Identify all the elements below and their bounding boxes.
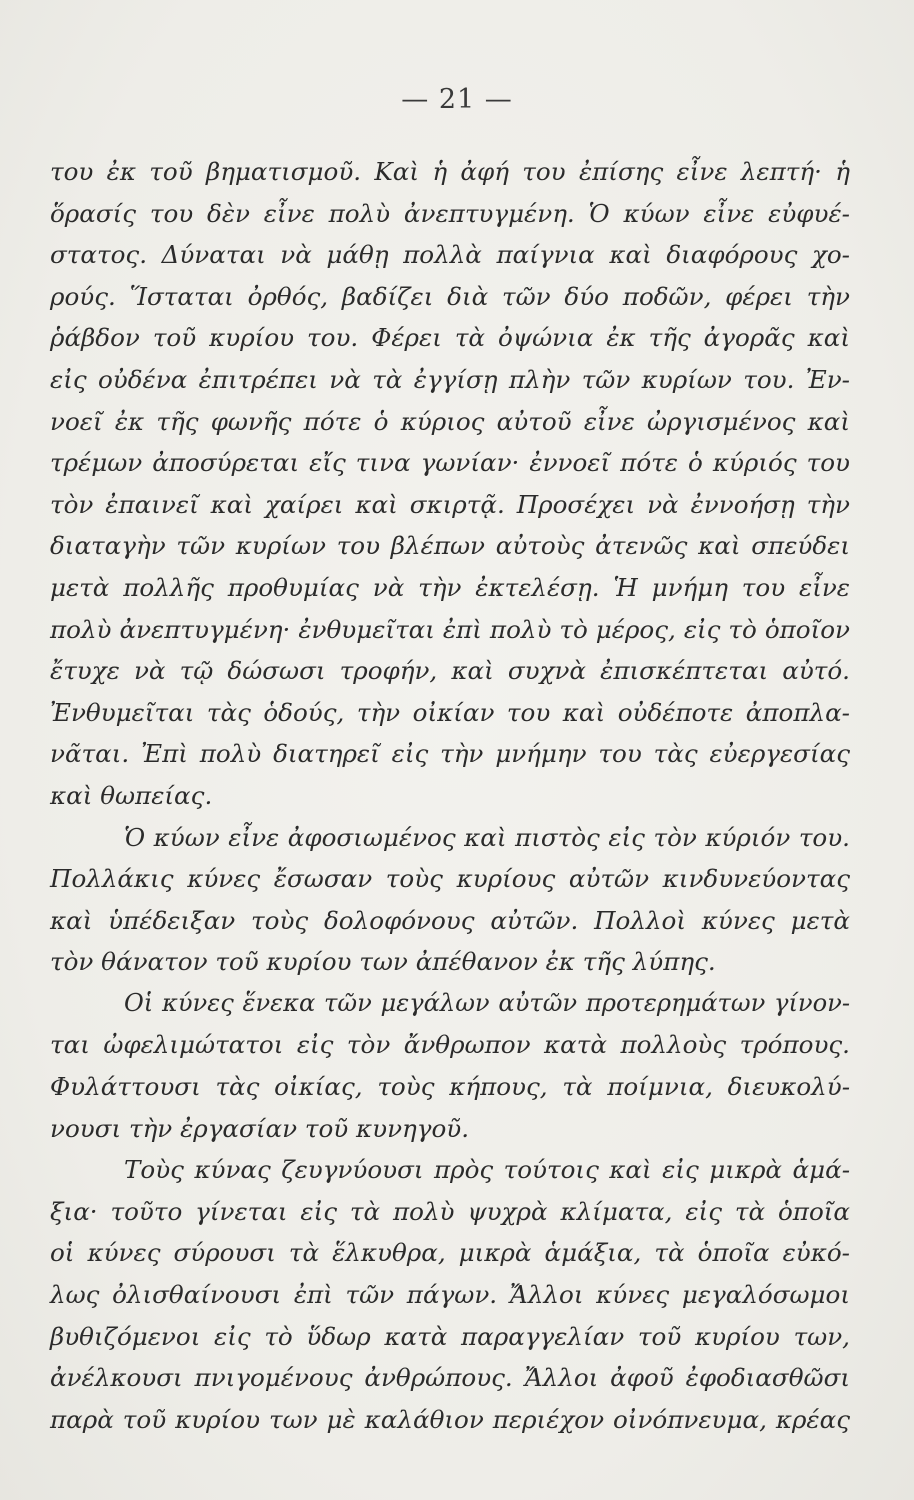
text-line: στατος. Δύναται νὰ μάθῃ πολλὰ παίγνια καὶ διαφόρους χο- <box>50 240 850 270</box>
text-line: βυθιζόμενοι εἰς τὸ ὕδωρ κατὰ παραγγελίαν τοῦ κυρίου των, <box>50 1321 850 1351</box>
text-line: οἱ κύνες σύρουσι τὰ ἕλκυθρα, μικρὰ ἁμάξια, τὰ ὁποῖα εὐκό- <box>50 1238 850 1268</box>
text-line: μετὰ πολλῆς προθυμίας νὰ τὴν ἐκτελέσῃ. Ἡ μνήμη του εἶνε <box>50 572 850 602</box>
text-line: εἰς οὐδένα ἐπιτρέπει νὰ τὰ ἐγγίσῃ πλὴν τῶν κυρίων του. Ἐν- <box>50 364 850 394</box>
text-line: Τοὺς κύνας ζευγνύουσι πρὸς τούτοις καὶ εἰς μικρὰ ἁμά- <box>124 1155 850 1185</box>
text-line: Ὁ κύων εἶνε ἀφοσιωμένος καὶ πιστὸς εἰς τὸν κύριόν του. <box>124 822 850 852</box>
text-line: πολὺ ἀνεπτυγμένη· ἐνθυμεῖται ἐπὶ πολὺ τὸ μέρος, εἰς τὸ ὁποῖον <box>50 614 850 644</box>
text-line: καὶ ὑπέδειξαν τοὺς δολοφόνους αὐτῶν. Πολλοὶ κύνες μετὰ <box>50 905 850 935</box>
text-line: τὸν θάνατον τοῦ κυρίου των ἀπέθανον ἐκ τῆς λύπης. <box>50 947 716 977</box>
text-line: καὶ θωπείας. <box>50 780 213 810</box>
text-line: του ἐκ τοῦ βηματισμοῦ. Καὶ ἡ ἀφή του ἐπίσης εἶνε λεπτή· ἡ <box>50 157 850 186</box>
text-line: τὸν ἐπαινεῖ καὶ χαίρει καὶ σκιρτᾷ. Προσέχει νὰ ἐννοήσῃ τὴν <box>50 489 850 519</box>
text-line: ὅρασίς του δὲν εἶνε πολὺ ἀνεπτυγμένη. Ὁ κύων εἶνε εὐφυέ- <box>50 198 850 228</box>
text-line: παρὰ τοῦ κυρίου των μὲ καλάθιον περιέχον οἰνόπνευμα, κρέας <box>50 1404 850 1434</box>
text-line: Πολλάκις κύνες ἔσωσαν τοὺς κυρίους αὐτῶν κινδυνεύοντας <box>50 864 850 894</box>
text-line: νουσι τὴν ἐργασίαν τοῦ κυνηγοῦ. <box>50 1113 470 1143</box>
text-line: Οἱ κύνες ἕνεκα τῶν μεγάλων αὐτῶν προτερημάτων γίνον- <box>124 988 850 1017</box>
text-line: ρούς. Ἵσταται ὀρθός, βαδίζει διὰ τῶν δύο ποδῶν, φέρει τὴν <box>50 281 850 311</box>
text-line: ἔτυχε νὰ τῷ δώσωσι τροφήν, καὶ συχνὰ ἐπισκέπτεται αὐτό. <box>50 656 850 686</box>
text-line: διαταγὴν τῶν κυρίων του βλέπων αὐτοὺς ἀτενῶς καὶ σπεύδει <box>50 531 850 561</box>
text-line: ται ὠφελιμώτατοι εἰς τὸν ἄνθρωπον κατὰ πολλοὺς τρόπους. <box>50 1030 850 1060</box>
text-line: τρέμων ἀποσύρεται εἴς τινα γωνίαν· ἐννοεῖ πότε ὁ κύριός του <box>50 448 850 478</box>
text-line: ξια· τοῦτο γίνεται εἰς τὰ πολὺ ψυχρὰ κλίματα, εἰς τὰ ὁποῖα <box>50 1196 850 1226</box>
text-line: νοεῖ ἐκ τῆς φωνῆς πότε ὁ κύριος αὐτοῦ εἶνε ὠργισμένος καὶ <box>50 406 850 436</box>
text-line: ἀνέλκουσι πνιγομένους ἀνθρώπους. Ἄλλοι ἀφοῦ ἐφοδιασθῶσι <box>50 1363 850 1393</box>
text-line: Ἐνθυμεῖται τὰς ὁδούς, τὴν οἰκίαν του καὶ οὐδέποτε ἀποπλα- <box>50 697 850 727</box>
text-line: λως ὀλισθαίνουσι ἐπὶ τῶν πάγων. Ἄλλοι κύνες μεγαλόσωμοι <box>50 1280 850 1310</box>
text-line: Φυλάττουσι τὰς οἰκίας, τοὺς κήπους, τὰ ποίμνια, διευκολύ- <box>50 1072 850 1102</box>
page-number: — 21 — <box>401 84 513 115</box>
text-line: ῥάβδον τοῦ κυρίου του. Φέρει τὰ ὀψώνια ἐκ τῆς ἀγορᾶς καὶ <box>50 323 850 353</box>
body-text <box>50 151 850 1440</box>
text-line: νᾶται. Ἐπὶ πολὺ διατηρεῖ εἰς τὴν μνήμην του τὰς εὐεργεσίας <box>50 739 850 769</box>
